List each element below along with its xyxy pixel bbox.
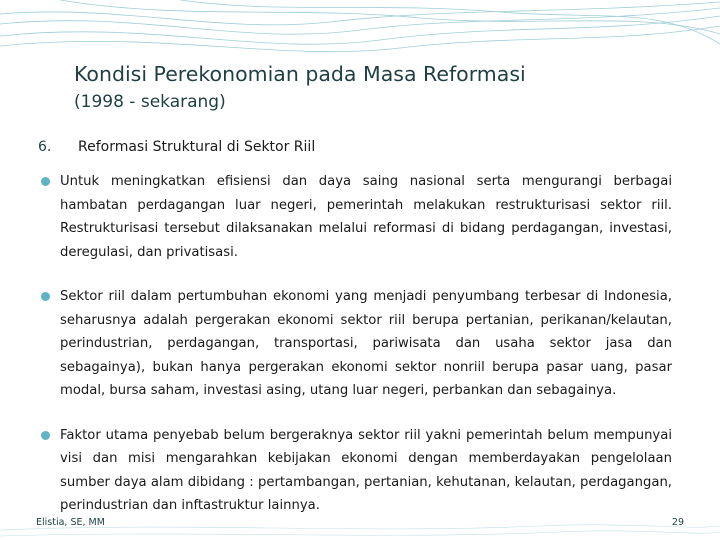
section-title: Reformasi Struktural di Sektor Riil <box>78 139 316 155</box>
bullet-text: Untuk meningkatkan efisiensi dan daya saing nasional serta mengurangi berbagai hambatan perdagangan luar negeri, pemerintah melakukan restrukturisasi sektor riil. Restrukturisasi tersebut dilaksanakan melalui reformasi di bidang perdagangan, investasi, deregulasi, dan privatisasi. <box>60 174 672 260</box>
bullet-item <box>40 285 672 403</box>
bullet-item <box>40 170 672 264</box>
slide-title: Kondisi Perekonomian pada Masa Reformasi <box>74 62 526 86</box>
bullet-item <box>40 424 672 518</box>
bullet-text: Sektor riil dalam pertumbuhan ekonomi yang menjadi penyumbang terbesar di Indonesia, seharusnya adalah pergerakan ekonomi sektor riil berupa pertanian, perikanan/kelautan, perindustrian, perdagangan, transportasi, pariwisata dan usaha sektor jasa dan sebagainya), bukan hanya pergerakan ekonomi sektor nonriil berupa pasar uang, pasar modal, bursa saham, investasi asing, utang luar negeri, perbankan dan sebagainya. <box>60 289 672 398</box>
slide-subtitle: (1998 - sekarang) <box>74 92 226 112</box>
bullet-dot-icon <box>41 431 50 440</box>
bullet-text: Faktor utama penyebab belum bergeraknya sektor riil yakni pemerintah belum mempunyai visi dan misi mengarahkan kebijakan ekonomi dengan memberdayakan pengelolaan sumber daya alam dibidang : pertambangan, pertanian, kehutanan, kelautan, perdagangan, perindustrian dan inftastruktur lainnya. <box>60 427 672 513</box>
footer-author: Elistia, SE, MM <box>36 517 105 528</box>
bullet-dot-icon <box>41 292 50 301</box>
page-number: 29 <box>671 517 684 528</box>
section-number: 6. <box>38 139 52 155</box>
bullet-dot-icon <box>41 177 50 186</box>
bullet-list <box>40 170 672 539</box>
